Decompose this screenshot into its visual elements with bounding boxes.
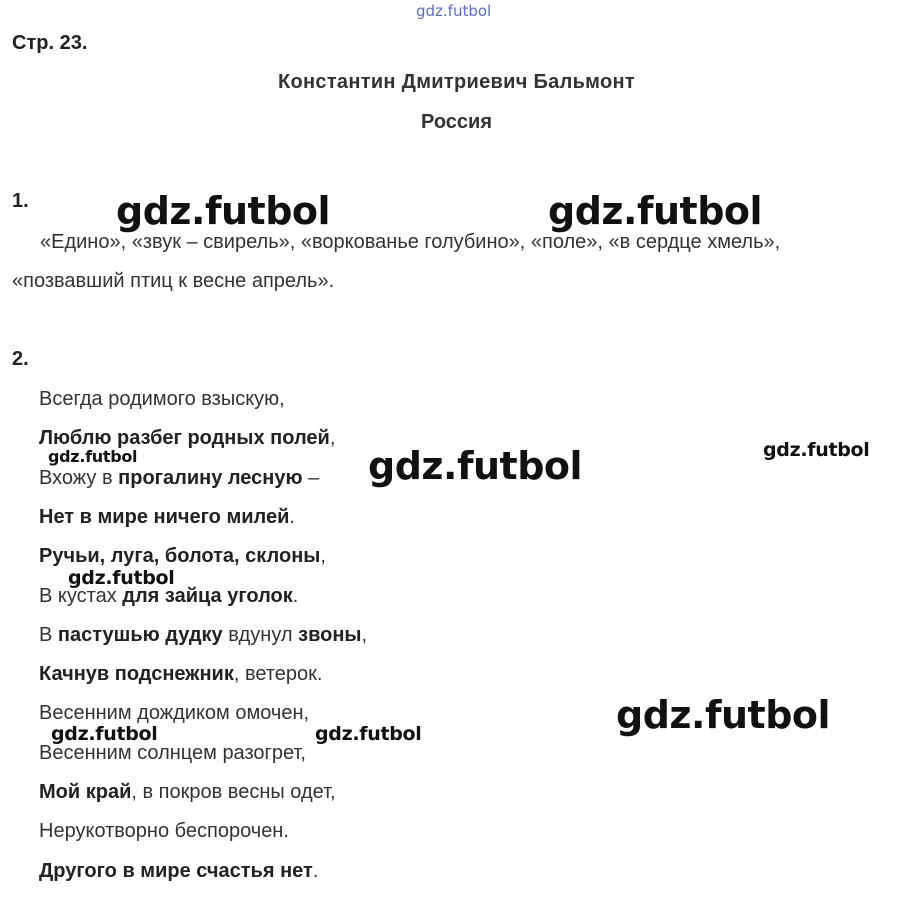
poem-text-segment: , — [361, 623, 368, 646]
watermark: gdz.futbol — [51, 723, 158, 745]
watermark: gdz.futbol — [368, 444, 583, 488]
watermark: gdz.futbol — [548, 189, 763, 233]
poem-highlight: Мой край — [39, 781, 132, 803]
task-2-number: 2. — [12, 348, 29, 370]
poem-text-segment: В кустах — [39, 584, 123, 607]
poem-text-segment: , — [320, 545, 326, 568]
poem-highlight: Другого в мире счастья нет — [39, 859, 313, 882]
poem-text-segment: . — [292, 584, 299, 607]
poem-line — [39, 663, 322, 686]
poem-line — [39, 545, 326, 568]
watermark: gdz.futbol — [616, 693, 831, 737]
task-1-number: 1. — [12, 190, 29, 212]
poem-line — [39, 702, 309, 725]
poem-line — [39, 467, 319, 490]
task-1-answer-line-1: «Едино», «звук – свирель», «воркованье голубино», «поле», «в сердце хмель», — [40, 231, 781, 253]
watermark: gdz.futbol — [763, 439, 870, 461]
poem-text-segment: , — [329, 427, 336, 450]
poem-line — [39, 624, 367, 647]
poem-highlight: пастушью дудку — [57, 623, 223, 646]
watermark: gdz.futbol — [48, 447, 138, 466]
poem-title: Россия — [420, 111, 492, 133]
poem-text-segment: Весенним дождиком омочен, — [39, 702, 310, 725]
poem-line — [39, 860, 318, 883]
poem-highlight: Нет в мире ничего милей — [39, 505, 290, 528]
author-name: Константин Дмитриевич Бальмонт — [278, 71, 635, 93]
poem-text-segment: Всегда родимого взыскую, — [39, 388, 285, 410]
poem-line — [39, 820, 289, 843]
poem-highlight: Люблю разбег родных полей — [39, 427, 330, 450]
poem-text-segment: Вхожу в — [39, 466, 119, 489]
poem-line — [39, 388, 285, 411]
poem-highlight: Качнув подснежник — [39, 663, 234, 686]
poem-text-segment: Весенним солнцем разогрет, — [39, 741, 306, 764]
poem-text-segment: , ветерок. — [233, 663, 323, 686]
poem-text-segment: вдунул — [222, 623, 299, 646]
poem-text-segment: . — [289, 505, 295, 528]
poem-line — [39, 742, 306, 765]
poem-line — [39, 506, 295, 529]
watermark: gdz.futbol — [68, 567, 175, 589]
poem-highlight: Ручьи, луга, болота, склоны — [39, 545, 321, 568]
poem-text-segment: , в покров весны одет, — [131, 781, 336, 803]
watermark: gdz.futbol — [116, 189, 331, 233]
poem-highlight: для зайца уголок — [122, 584, 293, 607]
poem-highlight: прогалину лесную — [118, 466, 303, 489]
poem-text-segment: . — [312, 859, 319, 882]
poem-line — [39, 781, 336, 804]
task-1-answer-line-2: «позвавший птиц к весне апрель». — [12, 270, 335, 292]
watermark: gdz.futbol — [315, 723, 422, 745]
poem-text-segment: – — [302, 466, 320, 489]
poem-highlight: звоны — [298, 623, 362, 646]
poem-text-segment: В — [39, 623, 58, 646]
poem-text-segment: Нерукотворно беспорочен. — [39, 820, 289, 843]
page-reference: Стр. 23. — [12, 32, 88, 54]
top-watermark: gdz.futbol — [416, 2, 492, 20]
